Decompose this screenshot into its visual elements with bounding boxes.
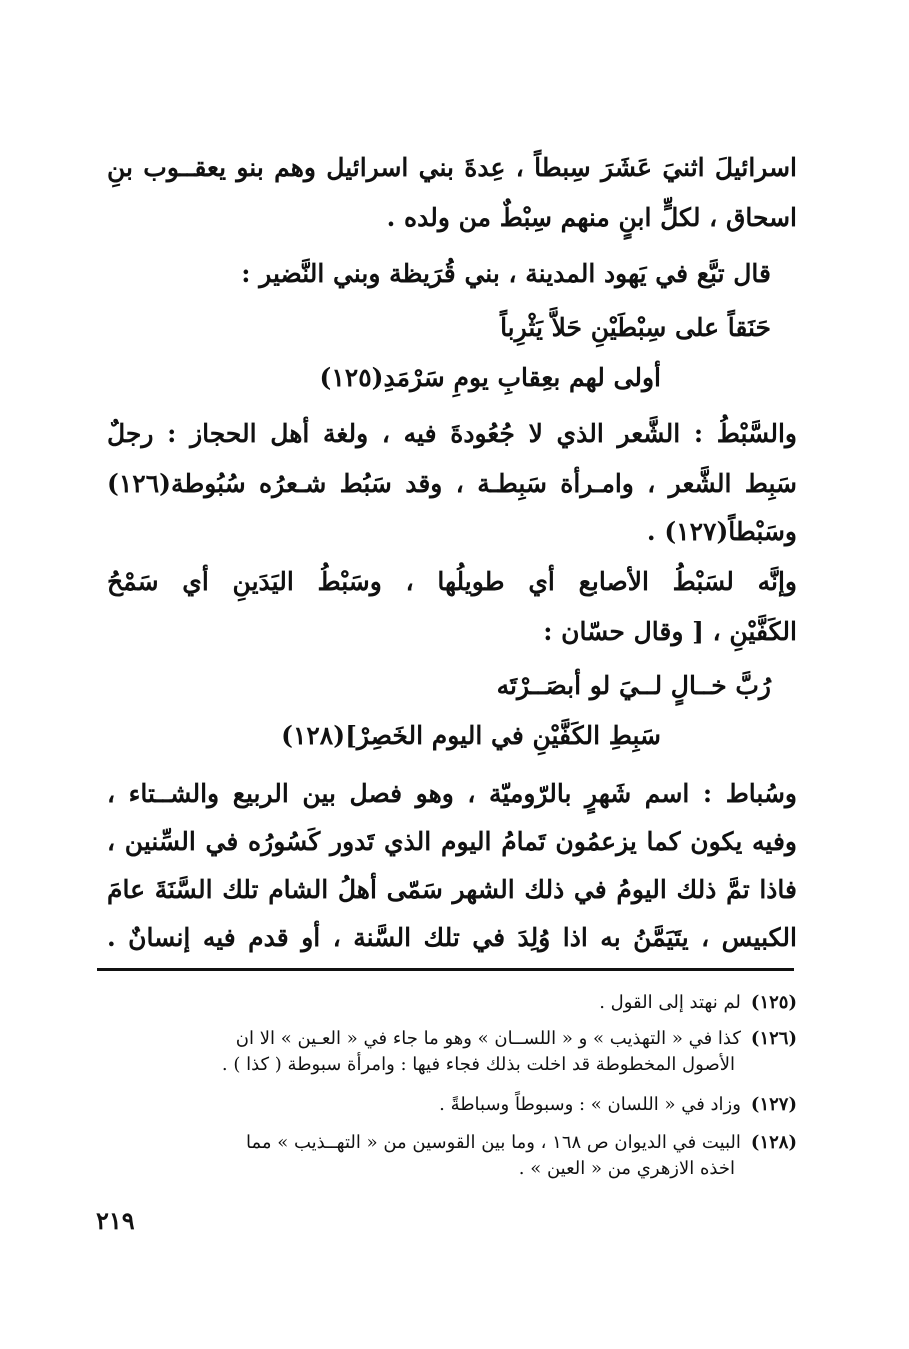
body-line-15: فاذا تمَّ ذلك اليومُ في ذلك الشهر سَمّى أهلُ الشام تلك السَّنَةَ عامَ	[107, 875, 797, 904]
body-line-9: وإنَّه لسَبْطُ الأصابع أي طويلُها ، وسَبْطُ اليَدَينِ أي سَمْحُ	[107, 567, 797, 596]
footnote-number: (١٢٥)	[750, 992, 797, 1013]
footnote-127	[97, 1092, 797, 1118]
body-line-8: وسَبْطاً(١٢٧) .	[646, 517, 797, 546]
footnote-number: (١٢٨)	[750, 1132, 797, 1153]
footnote-continuation: الأصول المخطوطة قد اخلت بذلك فجاء فيها : وامرأة سبوطة ( كذا ) .	[221, 1054, 735, 1075]
body-line-7: سَبِط الشَّعر ، وامـرأة سَبِطـة ، وقد سَبُط شـعرُه سُبُوطة(١٢٦)	[107, 469, 797, 498]
body-line-6: والسَّبْطُ : الشَّعر الذي لا جُعُودةَ فيه ، ولغة أهل الحجاز : رجلٌ	[107, 419, 797, 448]
footnote-number: (١٢٧)	[750, 1094, 797, 1115]
body-line-13: وسُباط : اسم شَهرٍ بالرّوميّة ، وهو فصل بين الربيع والشــتاء ،	[107, 779, 797, 808]
body-line-10: الكَفَّيْنِ ، [ وقال حسّان :	[543, 617, 797, 646]
footnote-divider	[97, 968, 794, 971]
footnote-125	[97, 990, 797, 1016]
footnote-text: وزاد في « اللسان » : وسبوطاً وسباطةً .	[439, 1094, 741, 1115]
footnote-text: لم نهتد إلى القول .	[599, 992, 741, 1013]
footnote-126	[97, 1026, 797, 1078]
verse-line-3: رُبَّ خــالٍ لــيَ لو أبصَــرْتَه	[496, 671, 771, 700]
footnote-128	[97, 1130, 797, 1182]
footnote-number: (١٢٦)	[750, 1028, 797, 1049]
body-line-16: الكبيس ، يتَيَمَّنُ به اذا وُلِدَ في تلك السَّنة ، أو قدم فيه إنسانٌ .	[107, 923, 797, 952]
page-number: ٢١٩	[96, 1206, 135, 1235]
footnote-continuation: اخذه الازهري من « العين » .	[518, 1158, 735, 1179]
footnote-text: البيت في الديوان ص ١٦٨ ، وما بين القوسين من « التهــذيب » مما	[245, 1132, 741, 1153]
body-line-3: قال تبَّع في يَهود المدينة ، بني قُرَيظة وبني النَّضير :	[241, 259, 771, 288]
body-line-14: وفيه يكون كما يزعمُون تَمامُ اليوم الذي تَدور كَسُورُه في السِّنين ،	[107, 827, 797, 856]
body-line-2: اسحاق ، لكلٍّ ابنٍ منهم سِبْطٌ من ولده .	[386, 203, 797, 232]
body-line-1: اسرائيلَ اثنيَ عَشَرَ سِبطاً ، عِدةَ بني اسرائيل وهم بنو يعقــوب بنِ	[107, 153, 797, 182]
footnote-text: كذا في « التهذيب » و « اللســان » وهو ما جاء في « العـين » الا ان	[235, 1028, 741, 1049]
verse-line-2: أولى لهم بعِقابِ يومِ سَرْمَدِ(١٢٥)	[319, 363, 661, 392]
verse-line-1: حَنَقاً على سِبْطَيْنِ حَلاَّ يَثْرِباً	[500, 313, 771, 342]
verse-line-4: سَبِطِ الكَفَّيْنِ في اليوم الخَصِرْ](١٢٨)	[281, 721, 661, 750]
